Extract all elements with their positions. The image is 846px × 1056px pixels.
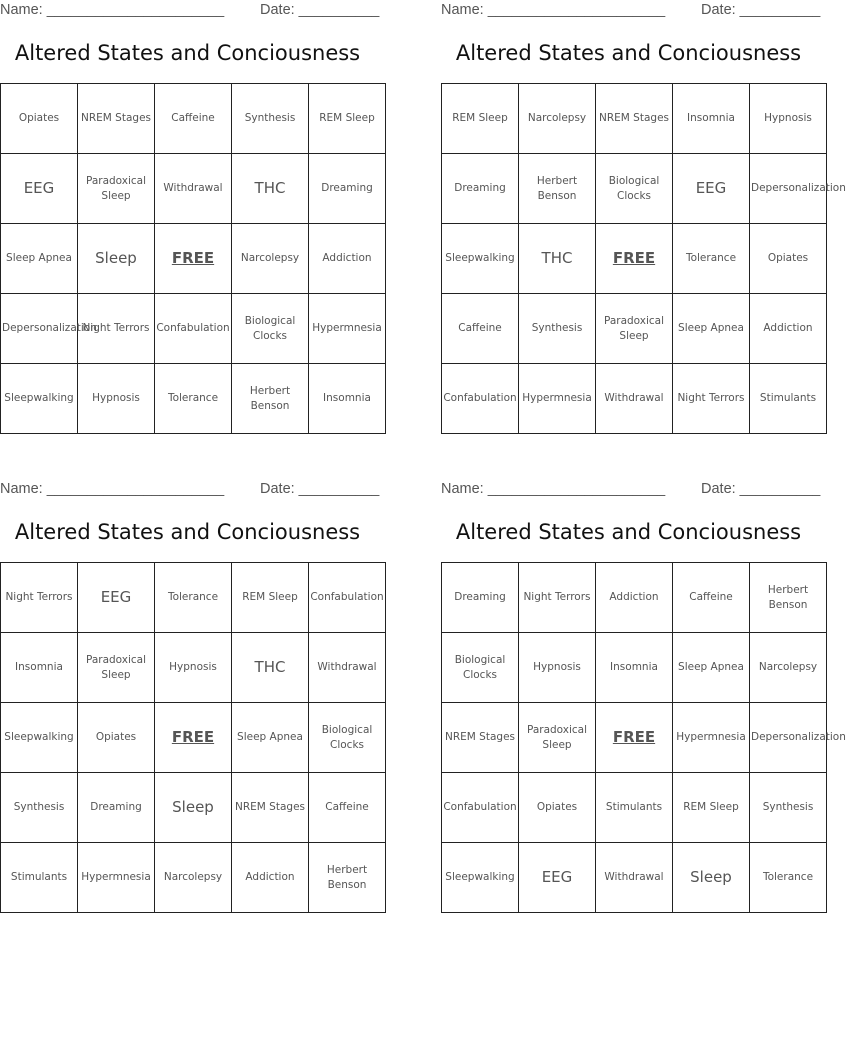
bingo-cell: REM Sleep xyxy=(442,84,519,154)
bingo-row xyxy=(1,633,386,703)
bingo-cell: Tolerance xyxy=(750,843,827,913)
bingo-row xyxy=(442,154,827,224)
bingo-cell: Herbert Benson xyxy=(309,843,386,913)
bingo-cell: Sleep Apnea xyxy=(232,703,309,773)
name-field: Name: ______________________ xyxy=(441,2,666,18)
card-title: Altered States and Conciousness xyxy=(455,520,802,544)
bingo-cell: Addiction xyxy=(750,294,827,364)
bingo-cell: Biological Clocks xyxy=(596,154,673,224)
bingo-cell: NREM Stages xyxy=(442,703,519,773)
free-space: FREE xyxy=(155,224,232,294)
bingo-cell: Depersonalization xyxy=(1,294,78,364)
bingo-cell: Caffeine xyxy=(309,773,386,843)
bingo-cell: Night Terrors xyxy=(78,294,155,364)
bingo-cell: Caffeine xyxy=(442,294,519,364)
bingo-row xyxy=(442,703,827,773)
bingo-cell: Depersonalization xyxy=(750,703,827,773)
bingo-cell: Insomnia xyxy=(596,633,673,703)
bingo-cell: THC xyxy=(232,154,309,224)
bingo-cell: REM Sleep xyxy=(309,84,386,154)
card-title: Altered States and Conciousness xyxy=(455,41,802,65)
bingo-cell: Sleep Apnea xyxy=(1,224,78,294)
bingo-row xyxy=(1,843,386,913)
bingo-cell: Herbert Benson xyxy=(519,154,596,224)
bingo-cell: Sleep Apnea xyxy=(673,294,750,364)
bingo-cell: Synthesis xyxy=(1,773,78,843)
bingo-row xyxy=(442,294,827,364)
bingo-cell: NREM Stages xyxy=(78,84,155,154)
bingo-row xyxy=(442,224,827,294)
card-title: Altered States and Conciousness xyxy=(14,520,361,544)
bingo-row xyxy=(1,773,386,843)
bingo-cell: NREM Stages xyxy=(232,773,309,843)
bingo-cell: Paradoxical Sleep xyxy=(78,633,155,703)
date-field: Date: __________ xyxy=(260,481,380,497)
bingo-card-1 xyxy=(0,0,382,440)
bingo-grid xyxy=(0,83,386,434)
bingo-cell: Night Terrors xyxy=(1,563,78,633)
bingo-card-2 xyxy=(441,0,846,440)
bingo-cell: Caffeine xyxy=(673,563,750,633)
bingo-cell: Stimulants xyxy=(1,843,78,913)
bingo-cell: REM Sleep xyxy=(673,773,750,843)
bingo-cell: Opiates xyxy=(78,703,155,773)
bingo-cell: Hypnosis xyxy=(750,84,827,154)
bingo-cell: Herbert Benson xyxy=(232,364,309,434)
bingo-cell: Stimulants xyxy=(596,773,673,843)
bingo-cell: EEG xyxy=(519,843,596,913)
bingo-row xyxy=(442,84,827,154)
name-field: Name: ______________________ xyxy=(441,481,666,497)
bingo-cell: Hypnosis xyxy=(155,633,232,703)
bingo-cell: Dreaming xyxy=(78,773,155,843)
bingo-cell: Narcolepsy xyxy=(519,84,596,154)
name-field: Name: ______________________ xyxy=(0,481,225,497)
bingo-cell: Hypnosis xyxy=(519,633,596,703)
free-space: FREE xyxy=(596,224,673,294)
bingo-cell: Sleep xyxy=(673,843,750,913)
bingo-cell: Depersonalization xyxy=(750,154,827,224)
bingo-cell: THC xyxy=(519,224,596,294)
bingo-cell: Insomnia xyxy=(673,84,750,154)
free-space: FREE xyxy=(155,703,232,773)
bingo-cell: Tolerance xyxy=(155,364,232,434)
bingo-cell: Insomnia xyxy=(309,364,386,434)
bingo-cell: Biological Clocks xyxy=(232,294,309,364)
bingo-row xyxy=(442,773,827,843)
bingo-cell: Night Terrors xyxy=(673,364,750,434)
bingo-cell: Tolerance xyxy=(155,563,232,633)
bingo-cell: Narcolepsy xyxy=(232,224,309,294)
bingo-cell: Sleep Apnea xyxy=(673,633,750,703)
bingo-cell: Synthesis xyxy=(232,84,309,154)
bingo-cell: Caffeine xyxy=(155,84,232,154)
bingo-cell: Addiction xyxy=(596,563,673,633)
bingo-cell: Opiates xyxy=(519,773,596,843)
bingo-row xyxy=(1,224,386,294)
date-field: Date: __________ xyxy=(701,2,821,18)
bingo-cell: Addiction xyxy=(232,843,309,913)
bingo-card-3 xyxy=(0,479,384,919)
bingo-cell: NREM Stages xyxy=(596,84,673,154)
free-space: FREE xyxy=(596,703,673,773)
bingo-cell: Confabulation xyxy=(442,773,519,843)
bingo-cell: Stimulants xyxy=(750,364,827,434)
bingo-cell: Opiates xyxy=(1,84,78,154)
bingo-cell: EEG xyxy=(1,154,78,224)
bingo-cell: Insomnia xyxy=(1,633,78,703)
bingo-cell: Hypermnesia xyxy=(519,364,596,434)
bingo-row xyxy=(1,563,386,633)
bingo-cell: Sleepwalking xyxy=(442,224,519,294)
bingo-cell: Withdrawal xyxy=(596,843,673,913)
bingo-grid xyxy=(441,562,846,913)
bingo-cell: Herbert Benson xyxy=(750,563,827,633)
bingo-cell: Sleepwalking xyxy=(1,364,78,434)
bingo-cell: REM Sleep xyxy=(232,563,309,633)
name-field: Name: ______________________ xyxy=(0,2,225,18)
bingo-row xyxy=(1,84,386,154)
bingo-cell: Confabulation xyxy=(309,563,386,633)
bingo-card-4 xyxy=(441,479,846,919)
bingo-cell: Paradoxical Sleep xyxy=(519,703,596,773)
bingo-row xyxy=(1,154,386,224)
bingo-cell: Synthesis xyxy=(750,773,827,843)
bingo-cell: Sleep xyxy=(78,224,155,294)
bingo-cell: Dreaming xyxy=(442,154,519,224)
date-field: Date: __________ xyxy=(701,481,821,497)
bingo-cell: THC xyxy=(232,633,309,703)
bingo-row xyxy=(442,563,827,633)
bingo-cell: Narcolepsy xyxy=(750,633,827,703)
bingo-cell: Narcolepsy xyxy=(155,843,232,913)
bingo-cell: Opiates xyxy=(750,224,827,294)
date-field: Date: __________ xyxy=(260,2,380,18)
bingo-cell: Withdrawal xyxy=(596,364,673,434)
bingo-cell: Withdrawal xyxy=(155,154,232,224)
bingo-cell: Hypermnesia xyxy=(673,703,750,773)
bingo-cell: Biological Clocks xyxy=(309,703,386,773)
bingo-cell: Night Terrors xyxy=(519,563,596,633)
bingo-cell: Hypnosis xyxy=(78,364,155,434)
bingo-row xyxy=(1,703,386,773)
bingo-cell: Paradoxical Sleep xyxy=(596,294,673,364)
bingo-cell: Withdrawal xyxy=(309,633,386,703)
bingo-cell: Biological Clocks xyxy=(442,633,519,703)
bingo-row xyxy=(442,364,827,434)
bingo-cell: Paradoxical Sleep xyxy=(78,154,155,224)
bingo-cell: Dreaming xyxy=(309,154,386,224)
bingo-row xyxy=(442,843,827,913)
bingo-cell: Sleepwalking xyxy=(1,703,78,773)
bingo-cell: Synthesis xyxy=(519,294,596,364)
card-title: Altered States and Conciousness xyxy=(14,41,361,65)
bingo-cell: Sleep xyxy=(155,773,232,843)
bingo-cell: EEG xyxy=(673,154,750,224)
bingo-cell: Tolerance xyxy=(673,224,750,294)
bingo-cell: Dreaming xyxy=(442,563,519,633)
bingo-row xyxy=(1,364,386,434)
bingo-cell: Addiction xyxy=(309,224,386,294)
bingo-cell: Confabulation xyxy=(155,294,232,364)
bingo-grid xyxy=(0,562,386,913)
bingo-cell: EEG xyxy=(78,563,155,633)
bingo-cell: Sleepwalking xyxy=(442,843,519,913)
bingo-row xyxy=(1,294,386,364)
bingo-cell: Hypermnesia xyxy=(309,294,386,364)
bingo-cell: Confabulation xyxy=(442,364,519,434)
bingo-grid xyxy=(441,83,846,434)
bingo-cell: Hypermnesia xyxy=(78,843,155,913)
bingo-row xyxy=(442,633,827,703)
